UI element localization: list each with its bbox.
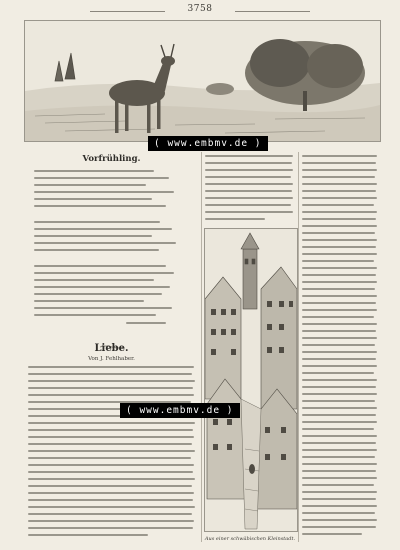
header-rule-right xyxy=(235,11,310,12)
story-text-right xyxy=(302,152,378,542)
page-number: 3758 xyxy=(187,4,213,14)
column-divider-left xyxy=(201,152,202,542)
story-text-left xyxy=(26,364,198,540)
header-rule-left xyxy=(90,11,165,12)
poem-text xyxy=(26,168,198,328)
watermark-middle: ( www.embmv.de ) xyxy=(120,403,240,418)
town-illustration xyxy=(204,228,298,532)
town-caption: Aus einer schwäbischen Kleinstadt. xyxy=(204,536,296,542)
column-divider-right xyxy=(298,152,299,542)
story-title: Liebe. xyxy=(94,343,129,354)
section-ornament xyxy=(100,334,124,338)
poem-title: Vorfrühling. xyxy=(82,154,141,164)
watermark-top: ( www.embmv.de ) xyxy=(148,136,268,151)
deer-illustration xyxy=(24,20,381,142)
story-byline: Von J. Fehlhaber. xyxy=(88,356,135,362)
